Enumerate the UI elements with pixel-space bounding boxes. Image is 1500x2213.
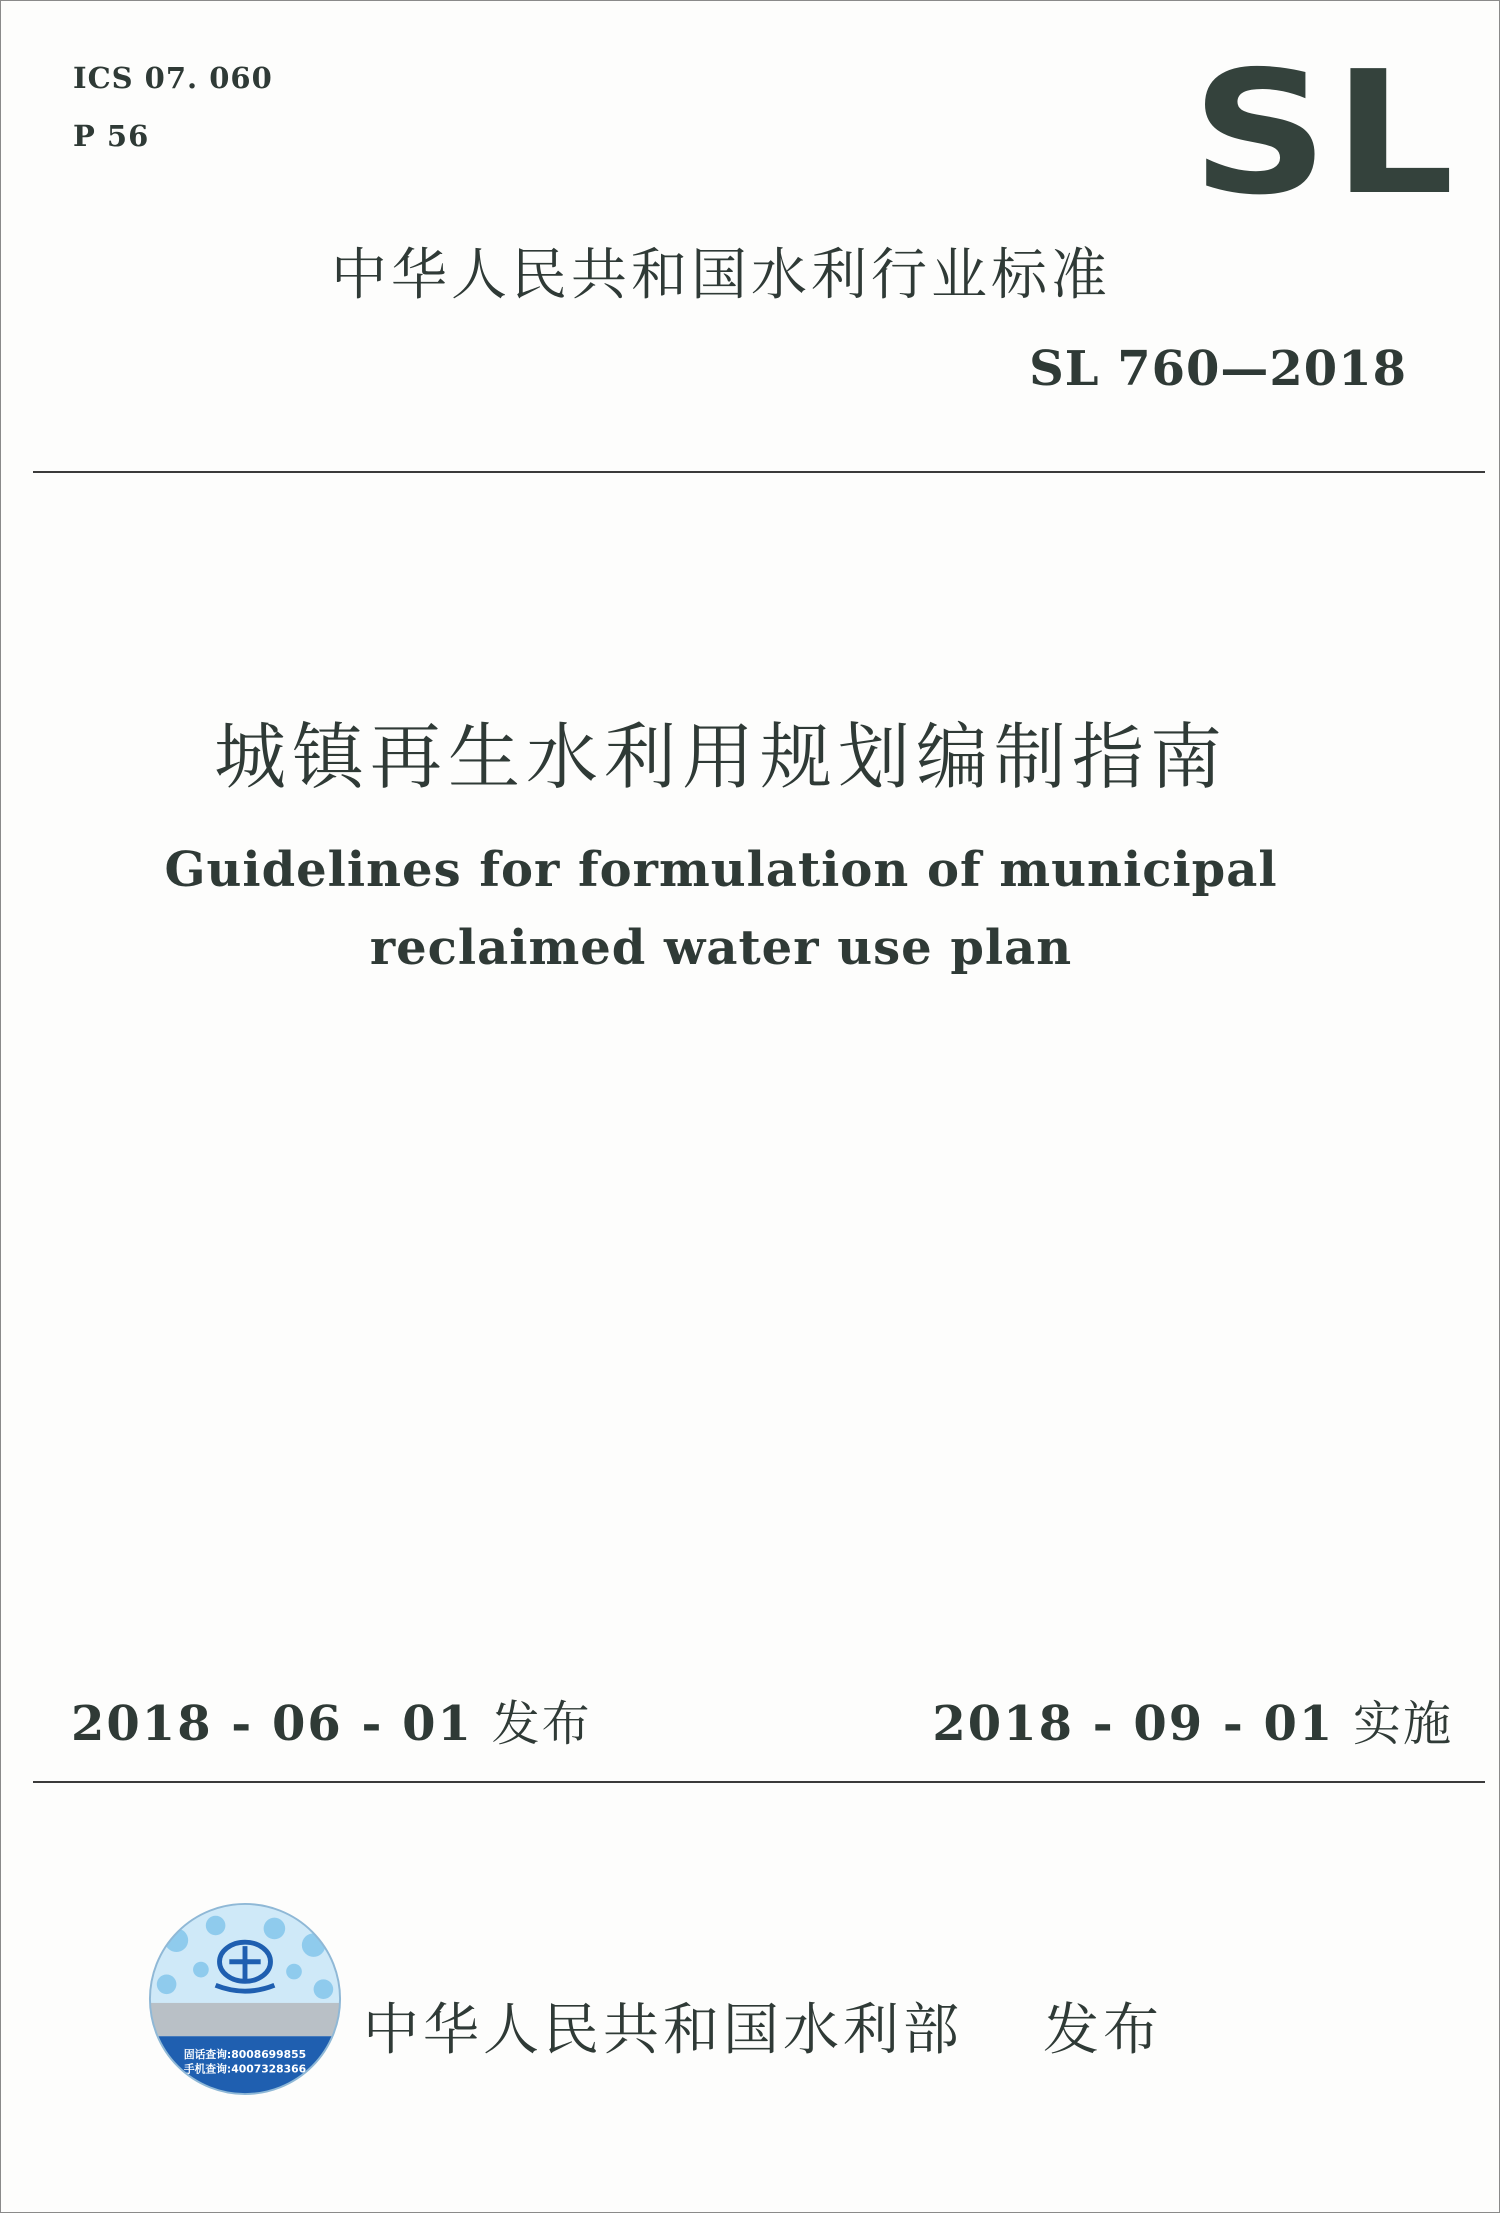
- title-english-line-1: Guidelines for formulation of municipal: [164, 842, 1278, 898]
- top-divider: [33, 471, 1485, 473]
- anti-counterfeit-seal-icon: [147, 1901, 343, 2097]
- issuer-name: 中华人民共和国水利部: [363, 1998, 963, 2063]
- publish-date: [71, 1685, 592, 1754]
- title-chinese: 城镇再生水利用规划编制指南: [213, 715, 1228, 799]
- ccs-code: P 56: [73, 119, 150, 153]
- publish-label: 发布: [491, 1696, 592, 1752]
- sl-logo: SL: [1191, 35, 1459, 233]
- implement-date-value: 2018 - 09 - 01: [932, 1696, 1335, 1752]
- title-english: [1, 831, 1500, 987]
- title-english-line-2: reclaimed water use plan: [369, 920, 1073, 976]
- industry-standard-line: 中华人民共和国水利行业标准: [331, 243, 1111, 308]
- implement-date: [932, 1685, 1453, 1754]
- publish-date-value: 2018 - 06 - 01: [71, 1696, 473, 1752]
- issuer-verb: 发布: [1043, 1998, 1163, 2063]
- implement-label: 实施: [1352, 1696, 1453, 1752]
- ics-code: ICS 07. 060: [73, 61, 273, 95]
- seal-phone-1: 固话查询:8008699855: [183, 2047, 307, 2061]
- seal-phone-2: 手机查询:4007328366: [183, 2062, 307, 2076]
- standard-number: SL 760—2018: [1029, 341, 1407, 397]
- bottom-divider: [33, 1781, 1485, 1783]
